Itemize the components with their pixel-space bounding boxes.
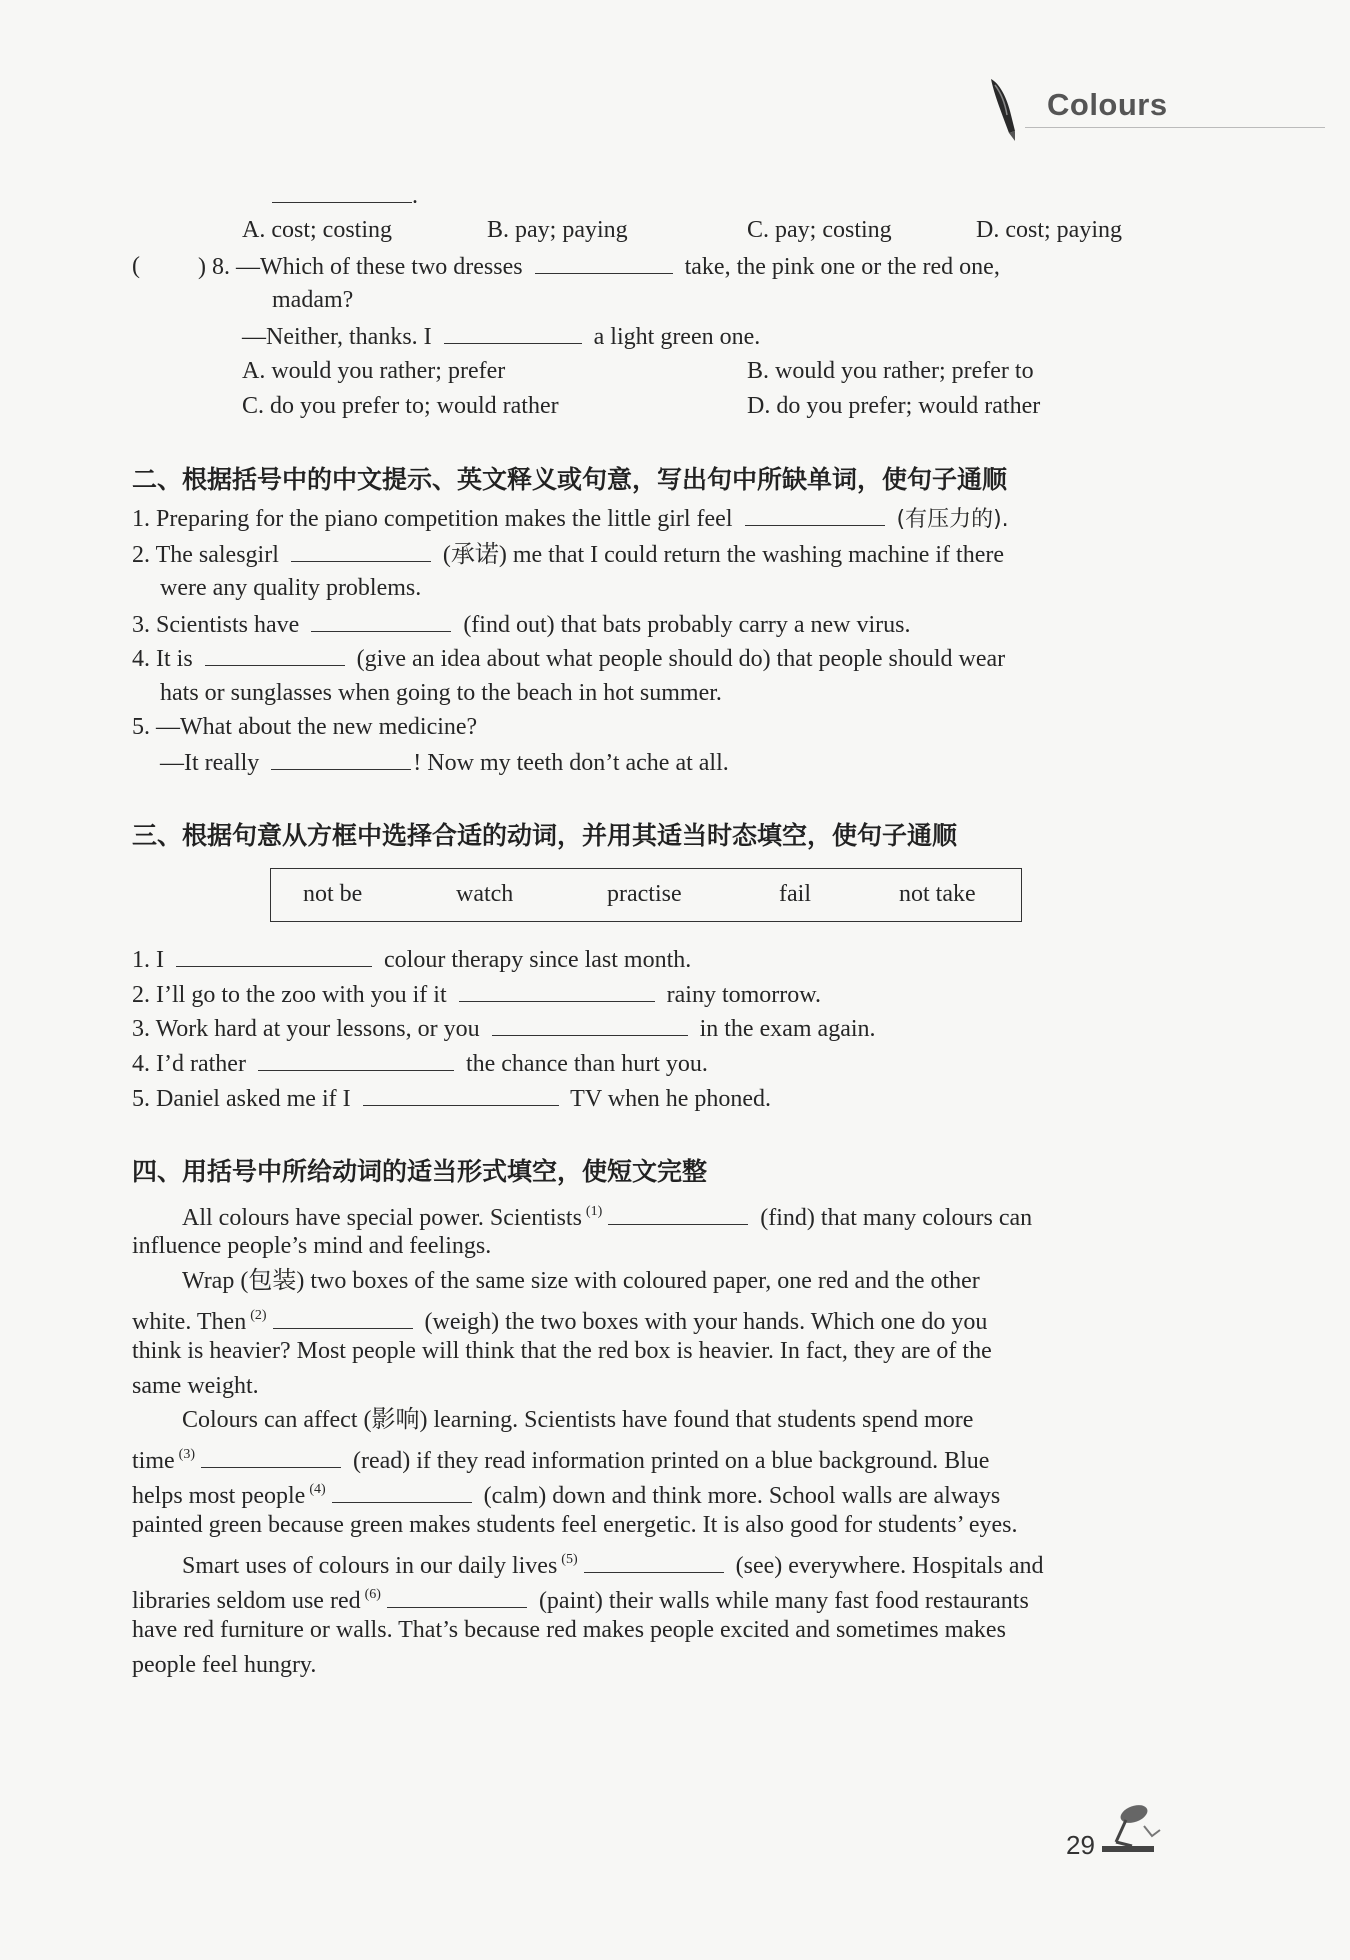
q8-reply-before: —Neither, thanks. I (242, 324, 432, 350)
q8-stem-after: take, the pink one or the red one, (684, 254, 1000, 280)
s4-line-8 (132, 1440, 989, 1476)
s4-line-14: people feel hungry. (132, 1652, 317, 1678)
blank-number: (5) (561, 1552, 578, 1567)
q8-option-d: D. do you prefer; would rather (747, 393, 1041, 419)
s2-item-2-before: 2. The salesgirl (132, 542, 279, 568)
q8-reply-after: a light green one. (593, 324, 761, 350)
answer-blank[interactable] (387, 1585, 527, 1608)
q8-reply (242, 321, 760, 352)
s4-text: (paint) their walls while many fast food restaurants (538, 1588, 1029, 1614)
lamp-icon (1096, 1800, 1166, 1858)
answer-blank[interactable] (176, 944, 372, 967)
answer-blank[interactable] (273, 1306, 413, 1329)
s3-item-5-before: 5. Daniel asked me if I (132, 1086, 351, 1112)
s2-item-4 (132, 643, 1005, 674)
answer-blank[interactable] (608, 1202, 748, 1225)
answer-blank[interactable] (745, 503, 885, 526)
s4-line-13: have red furniture or walls. That’s because red makes people excited and sometimes makes (132, 1617, 1006, 1643)
word-box (270, 868, 1022, 922)
blank-number: (2) (250, 1308, 267, 1323)
s3-item-2-after: rainy tomorrow. (666, 982, 822, 1008)
q8-paren-open: ( (132, 253, 140, 279)
s4-line-5: think is heavier? Most people will think that the red box is heavier. In fact, they are of the (132, 1338, 992, 1364)
section2-title: 二、根据括号中的中文提示、英文释义或句意，写出句中所缺单词，使句子通顺 (132, 465, 1008, 494)
s3-item-1-after: colour therapy since last month. (384, 947, 692, 973)
s3-item-2 (132, 979, 821, 1010)
answer-blank[interactable] (332, 1480, 472, 1503)
s3-item-4-after: the chance than hurt you. (465, 1051, 708, 1077)
q7-option-a: A. cost; costing (242, 217, 392, 243)
s4-text: (see) everywhere. Hospitals and (735, 1553, 1044, 1579)
section4-title: 四、用括号中所给动词的适当形式填空，使短文完整 (132, 1157, 708, 1186)
box-word: fail (779, 881, 811, 907)
blank-number: (6) (364, 1587, 381, 1602)
header-title: Colours (1047, 87, 1168, 122)
q8-option-b: B. would you rather; prefer to (747, 358, 1034, 384)
box-word: not take (899, 881, 976, 907)
s4-line-10: painted green because green makes students feel energetic. It is also good for students’ eyes. (132, 1512, 1018, 1538)
q7-option-b: B. pay; paying (487, 217, 628, 243)
box-word: watch (456, 881, 514, 907)
s2-item-1-before: 1. Preparing for the piano competition makes the little girl feel (132, 506, 733, 532)
s2-item-5-reply-before: —It really (160, 750, 260, 776)
s3-item-3-after: in the exam again. (699, 1016, 876, 1042)
s2-item-3-after: (find out) that bats probably carry a new virus. (463, 612, 911, 638)
s4-line-1 (182, 1197, 1032, 1233)
s4-line-4 (132, 1301, 987, 1337)
s4-text: Smart uses of colours in our daily lives (182, 1553, 558, 1579)
s4-line-9 (132, 1475, 1000, 1511)
answer-blank[interactable] (459, 979, 655, 1002)
answer-blank[interactable] (584, 1550, 724, 1573)
blank-number: (4) (309, 1482, 326, 1497)
s3-item-1 (132, 944, 691, 975)
page-number: 29 (1066, 1830, 1095, 1860)
s2-item-3 (132, 609, 911, 640)
box-word: not be (303, 881, 363, 907)
s4-text: (find) that many colours can (760, 1205, 1033, 1231)
s4-text: white. Then (132, 1309, 247, 1335)
s2-item-1 (132, 503, 1009, 535)
s2-item-5: 5. —What about the new medicine? (132, 714, 478, 740)
s2-item-4-after: (give an idea about what people should do) that people should wear (356, 646, 1006, 672)
s2-item-4-cont: hats or sunglasses when going to the beach in hot summer. (160, 680, 722, 706)
blank-number: (3) (178, 1447, 195, 1462)
q8-stem (198, 251, 1000, 282)
s4-line-6: same weight. (132, 1373, 259, 1399)
s4-text: (weigh) the two boxes with your hands. Which one do you (424, 1309, 988, 1335)
s3-item-3-before: 3. Work hard at your lessons, or you (132, 1016, 480, 1042)
s2-item-5-reply-after: ! Now my teeth don’t ache at all. (413, 750, 729, 776)
s4-line-2: influence people’s mind and feelings. (132, 1233, 492, 1259)
answer-blank[interactable] (271, 747, 411, 770)
answer-blank[interactable] (258, 1048, 454, 1071)
blank-number: (1) (585, 1204, 603, 1219)
s3-item-2-before: 2. I’ll go to the zoo with you if it (132, 982, 447, 1008)
answer-blank[interactable] (311, 609, 451, 632)
s3-item-3 (132, 1013, 876, 1044)
answer-blank[interactable] (205, 643, 345, 666)
s3-item-4 (132, 1048, 708, 1079)
header-rule (1025, 127, 1325, 128)
s3-item-5 (132, 1083, 771, 1114)
answer-blank[interactable] (535, 251, 673, 274)
s2-item-4-before: 4. It is (132, 646, 193, 672)
answer-blank[interactable] (444, 321, 582, 344)
s2-item-3-before: 3. Scientists have (132, 612, 300, 638)
s3-item-1-before: 1. I (132, 947, 164, 973)
q7-option-c: C. pay; costing (747, 217, 892, 243)
q8-cont: madam? (272, 287, 354, 313)
s3-item-5-after: TV when he phoned. (570, 1086, 772, 1112)
section3-title: 三、根据句意从方框中选择合适的动词，并用其适当时态填空，使句子通顺 (132, 821, 958, 850)
answer-blank[interactable] (201, 1445, 341, 1468)
s4-text: (read) if they read information printed on a blue background. Blue (352, 1448, 990, 1474)
answer-blank[interactable] (291, 539, 431, 562)
s2-item-5-reply (160, 747, 729, 778)
s4-line-3: Wrap (包装) two boxes of the same size with coloured paper, one red and the other (182, 1268, 980, 1294)
q7-option-d: D. cost; paying (976, 217, 1122, 243)
answer-blank[interactable] (363, 1083, 559, 1106)
q8-stem-text: ) 8. —Which of these two dresses (198, 254, 523, 280)
s2-item-2-after: (承诺) me that I could return the washing machine if there (442, 542, 1004, 568)
s4-text: All colours have special power. Scientists (182, 1205, 582, 1231)
s4-text: libraries seldom use red (132, 1588, 361, 1614)
s4-line-7: Colours can affect (影响) learning. Scientists have found that students spend more (182, 1407, 974, 1433)
s4-line-12 (132, 1580, 1029, 1616)
pen-icon (985, 75, 1031, 145)
box-word: practise (607, 881, 682, 907)
q8-option-c: C. do you prefer to; would rather (242, 393, 559, 419)
page-header (985, 75, 1330, 145)
s2-item-2-cont: were any quality problems. (160, 575, 422, 601)
s4-text: time (132, 1448, 175, 1474)
s4-text: helps most people (132, 1483, 306, 1509)
q7-answer-blank: . (272, 180, 418, 211)
q8-option-a: A. would you rather; prefer (242, 358, 506, 384)
s4-line-11 (182, 1545, 1043, 1581)
s2-item-1-after: (有压力的). (896, 507, 1009, 532)
answer-blank[interactable] (492, 1013, 688, 1036)
s4-text: (calm) down and think more. School walls are always (483, 1483, 1001, 1509)
answer-blank[interactable] (272, 180, 412, 203)
s2-item-2 (132, 539, 1004, 570)
s3-item-4-before: 4. I’d rather (132, 1051, 246, 1077)
